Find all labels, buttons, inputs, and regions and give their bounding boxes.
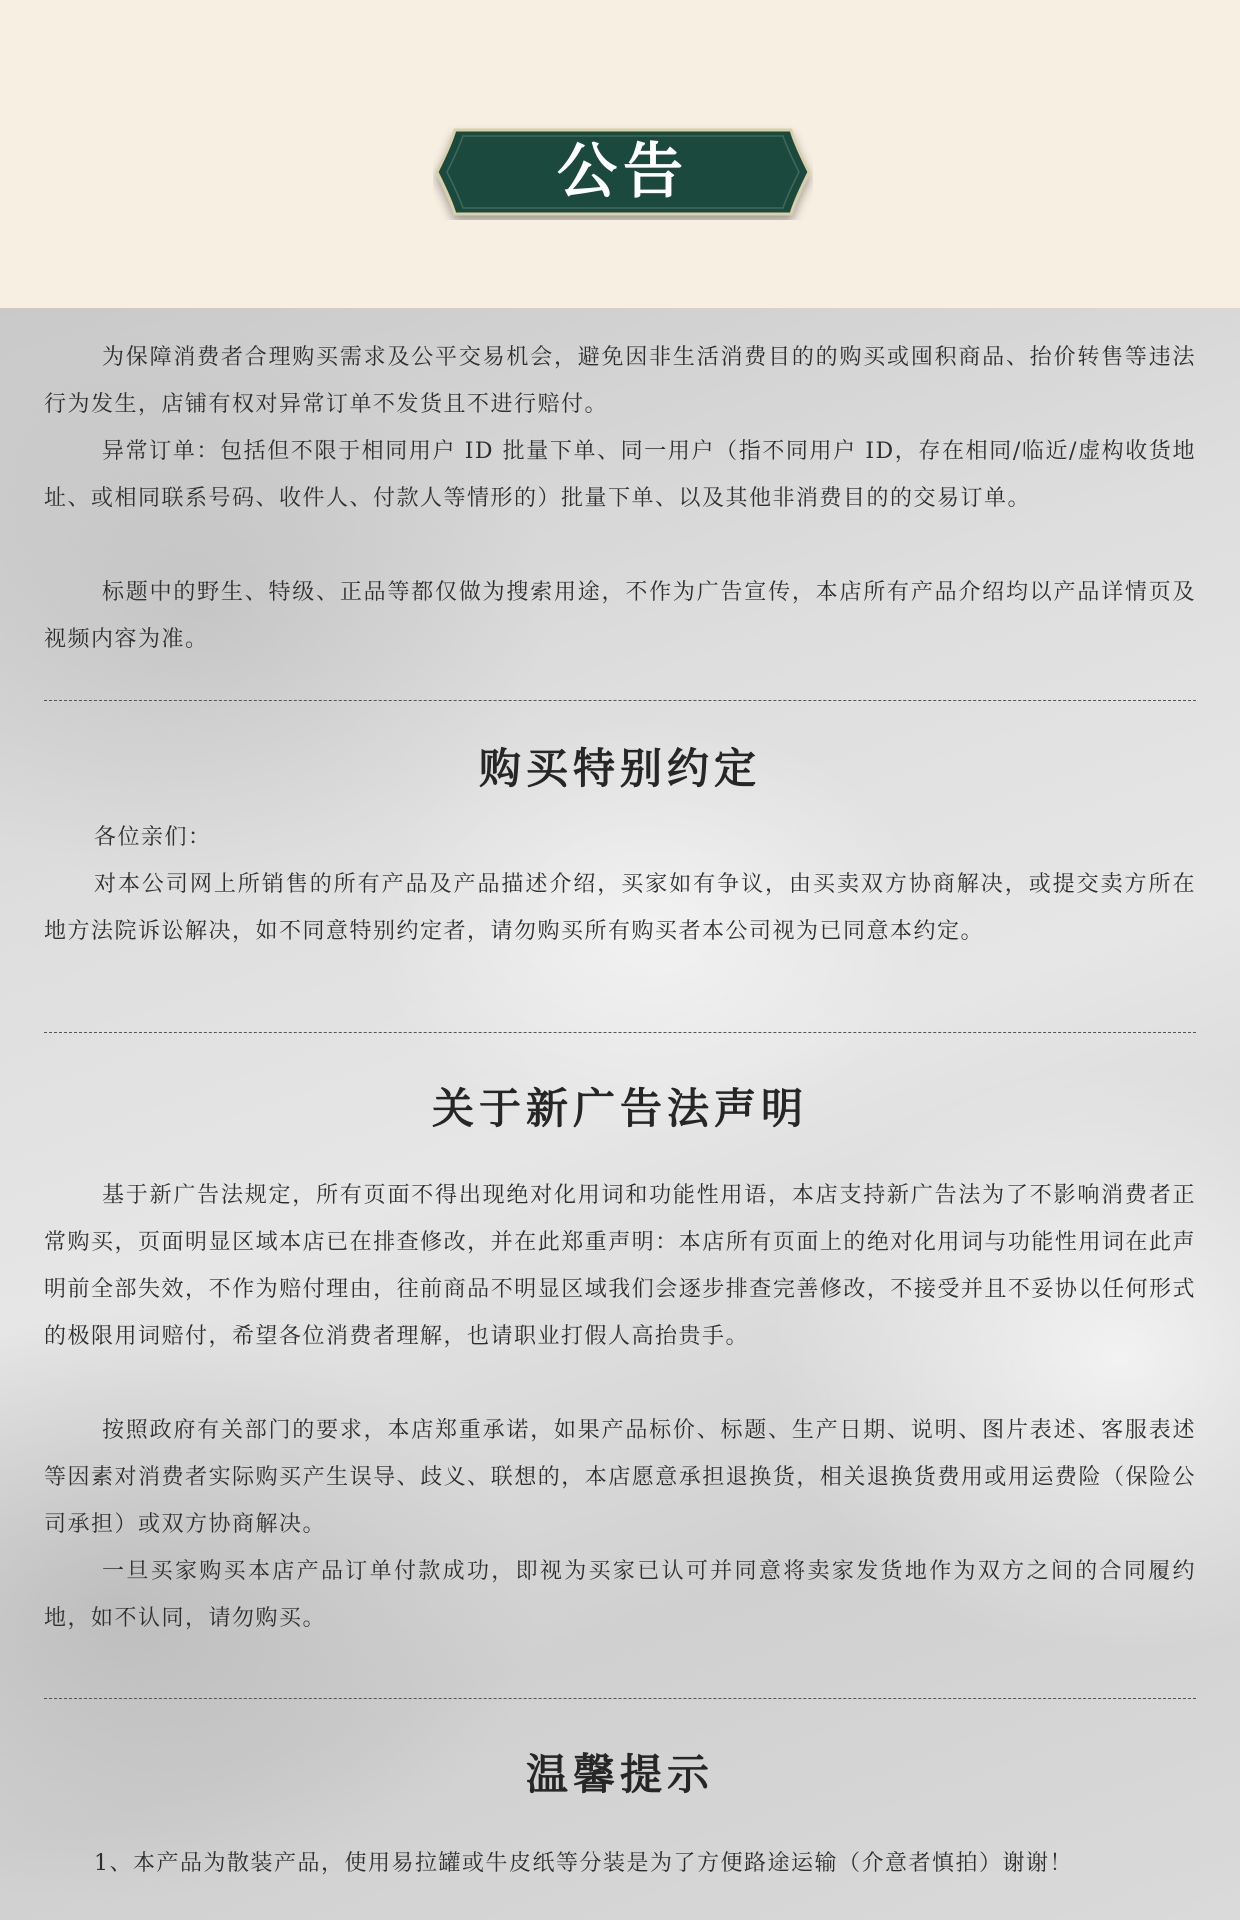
purchase-greeting: 各位亲们：: [94, 825, 212, 850]
notice-badge: [433, 124, 813, 220]
top-banner: [0, 0, 1240, 308]
section-divider: [44, 1698, 1196, 1699]
ad-law-paragraph-1: 基于新广告法规定，所有页面不得出现绝对化用词和功能性用语，本店支持新广告法为了不影响消费者正常购买，页面明显区域本店已在排查修改，并在此郑重声明：本店所有页面上的绝对化用词与功能性用词在此声明前全部失效，不作为赔付理由，往前商品不明显区域我们会逐步排查完善修改，不接受并且不妥协以任何形式的极限用词赔付，希望各位消费者理解，也请职业打假人高抬贵手。: [44, 1183, 1196, 1349]
tips-paragraph: 1、本产品为散装产品，使用易拉罐或牛皮纸等分装是为了方便路途运输（介意者慎拍）谢谢！: [94, 1851, 1074, 1876]
section-divider: [44, 700, 1196, 701]
purchase-agreement-paragraph: 对本公司网上所销售的所有产品及产品描述介绍，买家如有争议，由买卖双方协商解决，或提交卖方所在地方法院诉讼解决，如不同意特别约定者，请勿购买所有购买者本公司视为已同意本约定。: [44, 872, 1196, 944]
section-divider: [44, 1032, 1196, 1033]
announcement-body: [0, 308, 1240, 1920]
tips-title: 温馨提示: [525, 1750, 714, 1799]
notice-paragraph-1: 为保障消费者合理购买需求及公平交易机会，避免因非生活消费目的的购买或囤积商品、抬价转售等违法行为发生，店铺有权对异常订单不发货且不进行赔付。: [44, 345, 1196, 417]
notice-title: 公告: [557, 137, 689, 207]
notice-paragraph-3: 标题中的野生、特级、正品等都仅做为搜索用途，不作为广告宣传，本店所有产品介绍均以产品详情页及视频内容为准。: [44, 580, 1196, 652]
ad-law-paragraph-3: 一旦买家购买本店产品订单付款成功，即视为买家已认可并同意将卖家发货地作为双方之间的合同履约地，如不认同，请勿购买。: [44, 1559, 1196, 1631]
ad-law-paragraph-2: 按照政府有关部门的要求，本店郑重承诺，如果产品标价、标题、生产日期、说明、图片表述、客服表述等因素对消费者实际购买产生误导、歧义、联想的，本店愿意承担退换货，相关退换货费用或用运费险（保险公司承担）或双方协商解决。: [44, 1418, 1196, 1537]
notice-paragraph-2: 异常订单：包括但不限于相同用户 ID 批量下单、同一用户（指不同用户 ID，存在相同/临近/虚构收货地址、或相同联系号码、收件人、付款人等情形的）批量下单、以及其他非消费目的的交易订单。: [44, 439, 1196, 511]
purchase-agreement-title: 购买特别约定: [478, 744, 761, 793]
ad-law-title: 关于新广告法声明: [431, 1084, 808, 1133]
